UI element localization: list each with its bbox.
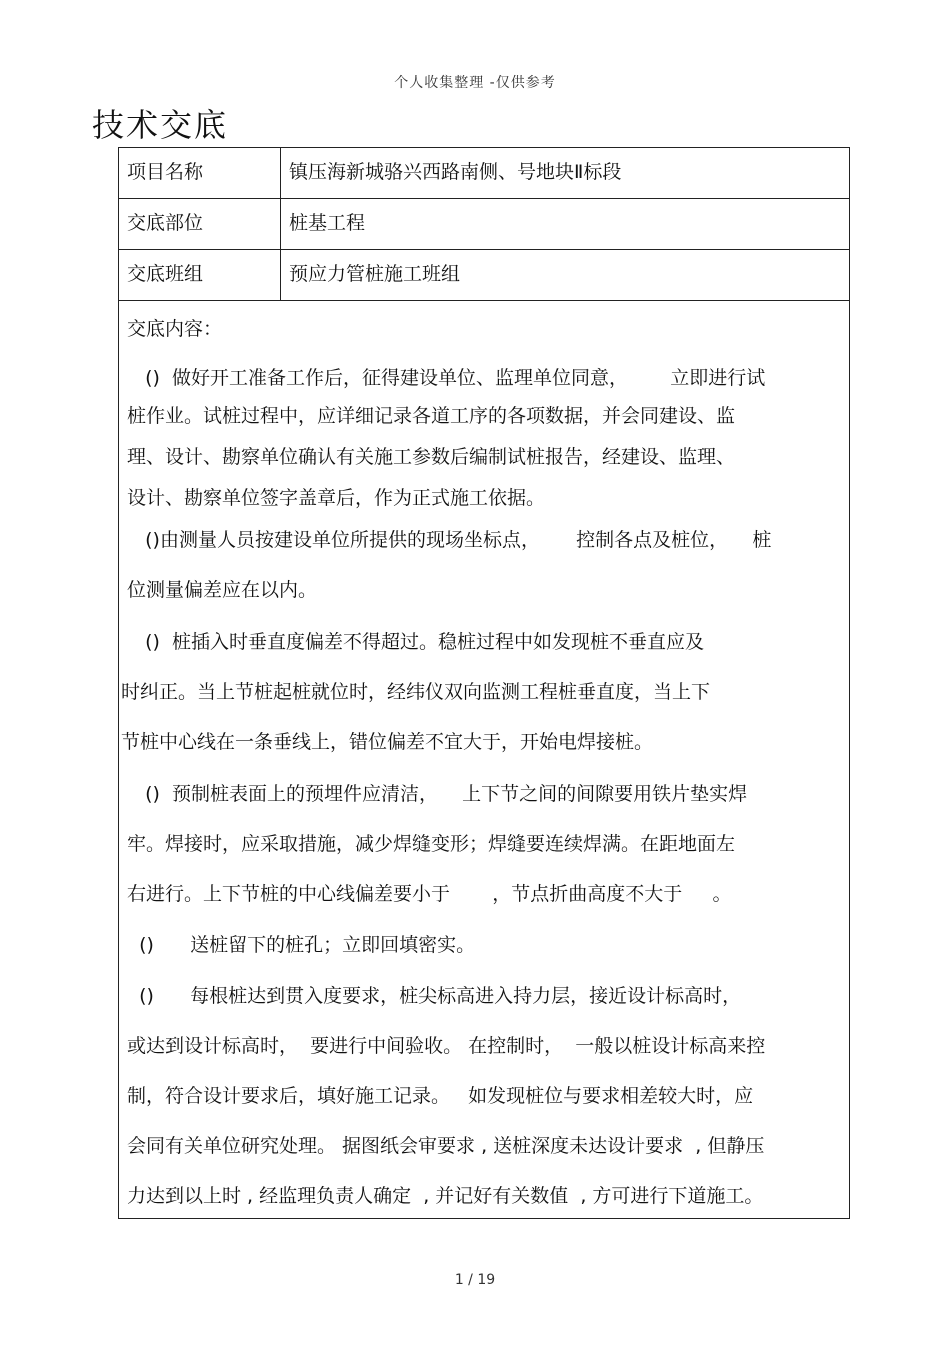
content-line: 节桩中心线在一条垂线上，错位偏差不宜大于，开始电焊接桩。: [121, 731, 654, 753]
content-label: 交底内容：: [127, 318, 223, 340]
content-line: () 送桩留下的桩孔；立即回填密实。: [127, 934, 476, 956]
content-line: 时纠正。当上节桩起桩就位时，经纬仪双向监测工程桩垂直度，当上下: [121, 681, 711, 703]
content-line: ()由测量人员按建设单位所提供的现场坐标点， 控制各点及桩位， 桩: [127, 529, 772, 551]
content-line: 制，符合设计要求后，填好施工记录。 如发现桩位与要求相差较大时，应: [127, 1085, 754, 1107]
content-line: 会同有关单位研究处理。 据图纸会审要求 , 送桩深度未达设计要求 , 但静压: [127, 1135, 765, 1157]
project-name-label: 项目名称: [119, 148, 281, 198]
content-line: 牢。焊接时，应采取措施，减少焊缝变形；焊缝要连续焊满。在距地面左: [127, 833, 736, 855]
header-note: 个人收集整理 -仅供参考: [394, 75, 556, 91]
content-line: () 预制桩表面上的预埋件应清洁， 上下节之间的间隙要用铁片垫实焊: [127, 783, 748, 805]
content-line: 或达到设计标高时， 要进行中间验收。 在控制时， 一般以桩设计标高来控: [127, 1035, 766, 1057]
project-name-value: 镇压海新城骆兴西路南侧、号地块Ⅱ标段: [289, 161, 622, 183]
content-line: () 每根桩达到贯入度要求，桩尖标高进入持力层，接近设计标高时，: [127, 985, 742, 1007]
page-number: 1 / 19: [454, 1272, 496, 1288]
content-line: 右进行。上下节桩的中心线偏差要小于 ，节点折曲高度不大于 。: [127, 883, 732, 905]
content-line: 理、设计、勘察单位确认有关施工参数后编制试桩报告，经建设、监理、: [127, 446, 736, 468]
disclosure-team-label: 交底班组: [119, 250, 281, 300]
disclosure-team-value: 预应力管桩施工班组: [289, 263, 461, 285]
content-line: () 做好开工准备工作后，征得建设单位、监理单位同意， 立即进行试: [127, 367, 766, 389]
content-line: 设计、勘察单位签字盖章后，作为正式施工依据。: [127, 487, 546, 509]
content-line: 位测量偏差应在以内。: [127, 579, 318, 601]
content-line: 力达到以上时 , 经监理负责人确定 , 并记好有关数值 , 方可进行下道施工。: [127, 1185, 764, 1207]
row-project-name: [119, 148, 849, 199]
disclosure-part-value: 桩基工程: [289, 212, 366, 234]
content-line: () 桩插入时垂直度偏差不得超过。稳桩过程中如发现桩不垂直应及: [127, 631, 705, 653]
disclosure-part-label: 交底部位: [119, 199, 281, 249]
row-disclosure-part: [119, 199, 849, 250]
content-line: 桩作业。试桩过程中，应详细记录各道工序的各项数据，并会同建设、监: [127, 405, 736, 427]
document-title: 技术交底: [92, 106, 229, 144]
row-disclosure-team: [119, 250, 849, 301]
disclosure-table: [118, 147, 850, 1219]
